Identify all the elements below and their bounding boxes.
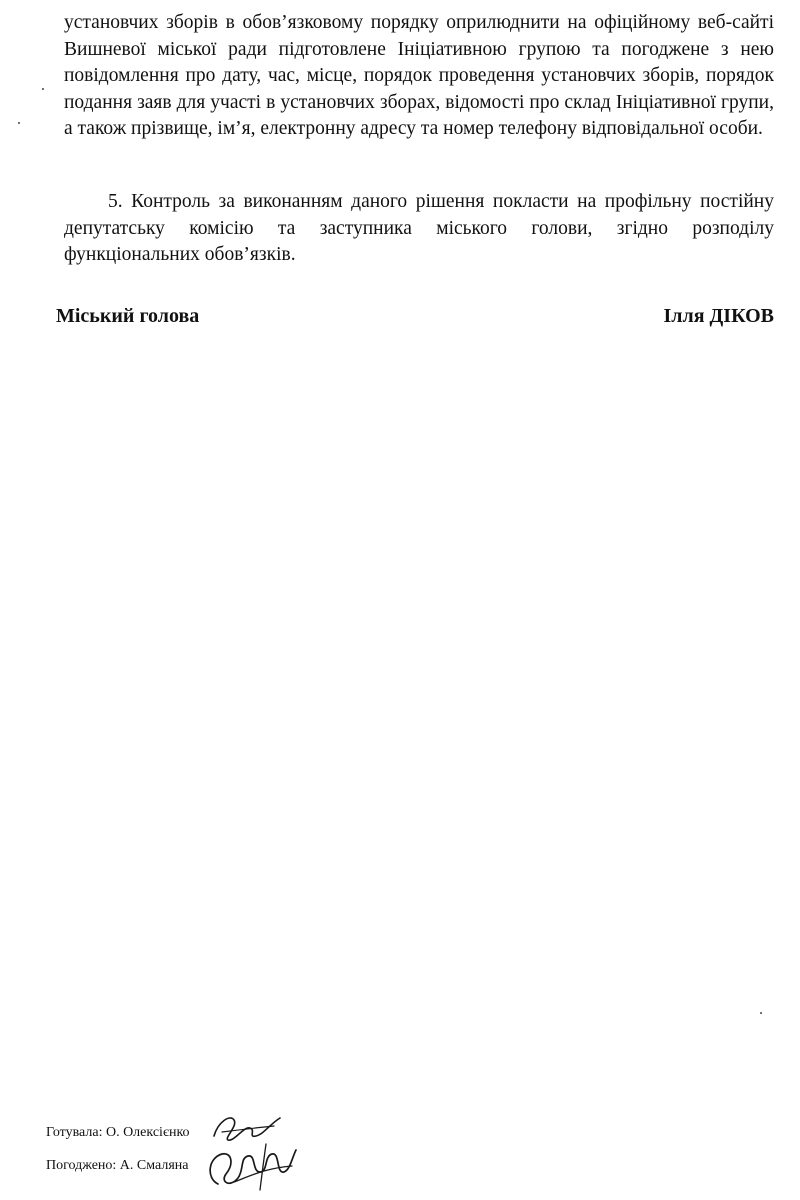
- paragraph-item-5: 5. Контроль за виконанням даного рішення покласти на профільну постійну депутатську комісію та заступника міського голови, згідно розподілу функціональних обов’язків.: [64, 191, 774, 265]
- signatory-name: Ілля ДІКОВ: [663, 305, 774, 327]
- signatory-role: Міський голова: [56, 305, 200, 327]
- scan-speck: [42, 88, 44, 90]
- signature-block: [56, 305, 774, 335]
- paragraph-continuation: установчих зборів в обов’язковому порядку оприлюднити на офіційному веб-сайті Вишневої міської ради підготовлене Ініціативною групою та погоджене з нею повідомлення про дату, час, місце, порядок проведення установчих зборів, порядок подання заяв для участі в установчих зборах, відомості про склад Ініціативної групи, а також прізвище, ім’я, електронну адресу та номер телефону відповідальної особи.: [64, 12, 774, 139]
- scan-speck: [760, 1012, 762, 1014]
- scan-speck: [18, 122, 20, 124]
- approver-signature: [204, 1138, 300, 1194]
- prepared-by-line: Готувала: О. Олексієнко: [46, 1125, 190, 1140]
- approved-by-line: Погоджено: А. Смаляна: [46, 1158, 189, 1173]
